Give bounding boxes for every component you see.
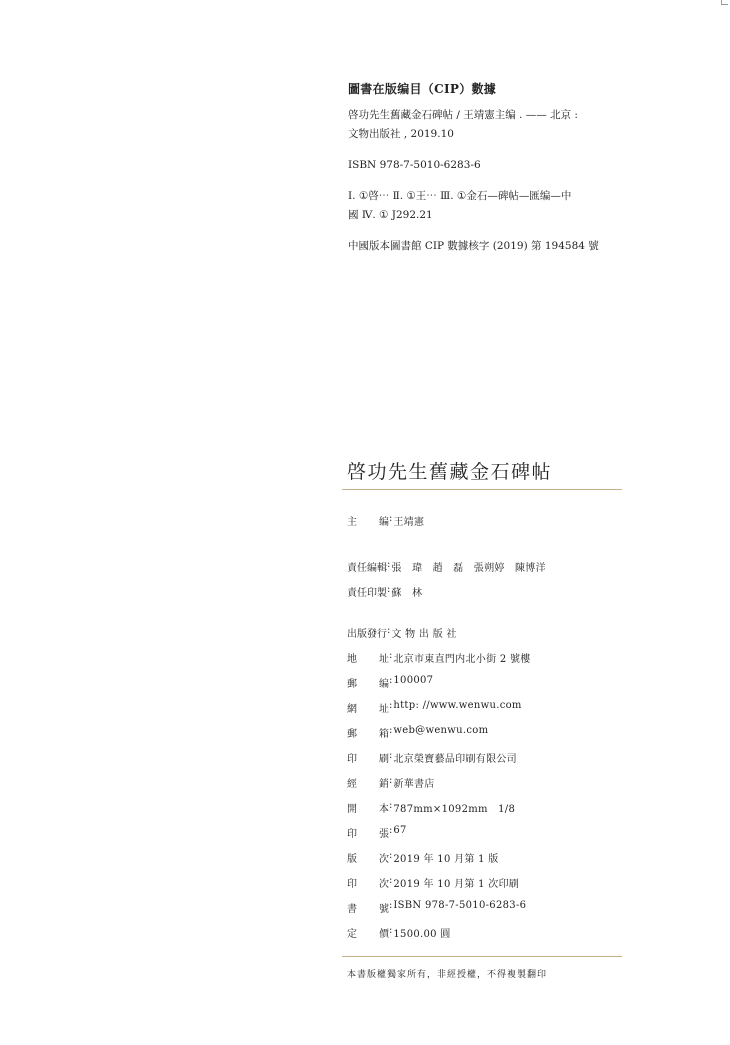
colon: : [389, 650, 393, 661]
detail-row-distributor [347, 775, 435, 790]
detail-row-address [347, 650, 531, 665]
colon: : [389, 725, 393, 736]
detail-row-email [347, 725, 488, 740]
detail-value: 67 [393, 825, 407, 836]
label-char: 主 [347, 517, 357, 528]
detail-row-sheets [347, 825, 407, 840]
label-char: 刷 [379, 754, 389, 765]
label-char: 郵 [347, 679, 357, 690]
detail-label [347, 875, 389, 890]
label-char: 次 [379, 879, 389, 890]
cip-entry: 啓功先生舊藏金石碑帖 / 王靖憲主编 . —— 北京 : 文物出版社 , 2019.10 [348, 109, 578, 140]
divider-bottom [342, 956, 622, 957]
detail-value: http: //www.wenwu.com [393, 700, 522, 711]
detail-label [347, 775, 389, 790]
label-char: 印 [347, 754, 357, 765]
label-char: 經 [347, 779, 357, 790]
colon: : [389, 775, 393, 786]
label-char: 郵 [347, 729, 357, 740]
detail-value: 2019 年 10 月第 1 版 [393, 854, 499, 865]
colon: : [389, 875, 393, 886]
label-char: 網 [347, 704, 357, 715]
editor-row [347, 513, 424, 528]
colon: : [389, 925, 393, 936]
responsible-printing-row [347, 584, 422, 599]
publisher-value: 文 物 出 版 社 [391, 629, 457, 640]
label-char: 印 [347, 829, 357, 840]
detail-value: 北京榮寶藝品印刷有限公司 [393, 754, 517, 765]
detail-label [347, 925, 389, 940]
detail-label [347, 700, 389, 715]
label-char: 编 [379, 517, 389, 528]
label-char: 箱 [379, 729, 389, 740]
detail-label [347, 750, 389, 765]
colon: : [389, 900, 393, 911]
label-char: 次 [379, 854, 389, 865]
colon: : [387, 584, 391, 595]
label-char: 址 [379, 654, 389, 665]
cip-heading: 圖書在版编目（CIP）數據 [348, 82, 497, 96]
detail-row-price [347, 925, 451, 940]
editor-value: 王靖憲 [393, 517, 425, 528]
responsible-editors-row [347, 559, 546, 574]
copyright-notice: 本書版權獨家所有，非經授權，不得複製翻印 [347, 970, 548, 980]
crop-mark [721, 0, 728, 5]
label-char: 编 [379, 679, 389, 690]
cip-block [348, 80, 628, 256]
colon: : [387, 559, 391, 570]
detail-value: 100007 [393, 675, 434, 686]
label-char: 號 [379, 904, 389, 915]
publisher-row [347, 625, 457, 640]
detail-value: 2019 年 10 月第 1 次印刷 [393, 879, 520, 890]
detail-row-postcode [347, 675, 433, 690]
cip-isbn: ISBN 978-7-5010-6283-6 [348, 159, 481, 171]
book-title: 啓功先生舊藏金石碑帖 [347, 461, 553, 483]
cip-approval-number: 中國版本圖書館 CIP 數據核字 (2019) 第 194584 號 [348, 240, 599, 252]
colon: : [387, 625, 391, 636]
detail-label [347, 900, 389, 915]
detail-value: 787mm×1092mm 1/8 [393, 804, 516, 815]
detail-label [347, 675, 389, 690]
label-char: 版 [347, 854, 357, 865]
label-char: 定 [347, 929, 357, 940]
colon: : [389, 513, 393, 524]
detail-row-printing [347, 875, 519, 890]
colon: : [389, 850, 393, 861]
label-char: 銷 [379, 779, 389, 790]
detail-value: 北京市東直門内北小街 2 號樓 [393, 654, 531, 665]
label-char: 開 [347, 804, 357, 815]
label-char: 本 [379, 804, 389, 815]
detail-label [347, 800, 389, 815]
label-char: 價 [379, 929, 389, 940]
detail-value: 1500.00 圓 [393, 929, 451, 940]
colon: : [389, 825, 393, 836]
detail-label [347, 825, 389, 840]
label-char: 地 [347, 654, 357, 665]
responsible-printing-value: 蘇 林 [391, 588, 423, 599]
divider-top [342, 489, 622, 490]
responsible-printing-label: 責任印製 [347, 588, 387, 599]
detail-value: 新華書店 [393, 779, 435, 790]
label-char: 書 [347, 904, 357, 915]
colon: : [389, 700, 393, 711]
responsible-editors-label: 責任编輯 [347, 563, 387, 574]
colon: : [389, 675, 393, 686]
colon: : [389, 800, 393, 811]
cip-classification: Ⅰ. ①啓⋯ Ⅱ. ①王⋯ Ⅲ. ①金石—碑帖—匯编—中 國 Ⅳ. ① J292.21 [348, 190, 572, 221]
label-char: 址 [379, 704, 389, 715]
detail-value: web@wenwu.com [393, 725, 489, 736]
detail-label [347, 850, 389, 865]
detail-row-format [347, 800, 515, 815]
label-char: 張 [379, 829, 389, 840]
detail-row-edition [347, 850, 499, 865]
detail-row-printer [347, 750, 517, 765]
label-char: 印 [347, 879, 357, 890]
colon: : [389, 750, 393, 761]
publisher-label: 出版發行 [347, 629, 387, 640]
detail-row-website [347, 700, 522, 715]
responsible-editors-value: 張 瑋 趙 磊 張朔婷 陳博洋 [391, 563, 546, 574]
detail-row-book-number [347, 900, 526, 915]
editor-label [347, 513, 389, 528]
detail-label [347, 650, 389, 665]
detail-value: ISBN 978-7-5010-6283-6 [393, 900, 527, 911]
detail-label [347, 725, 389, 740]
